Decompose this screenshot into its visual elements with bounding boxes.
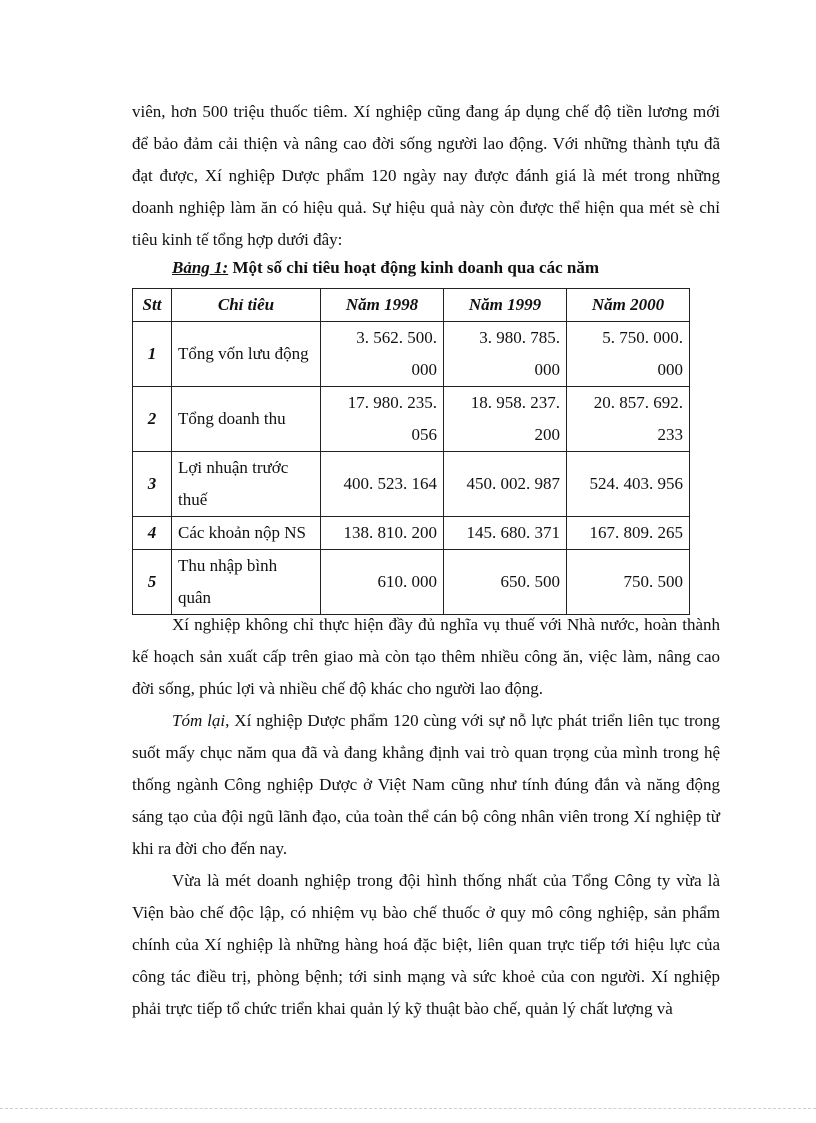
cell-value-1999: 18. 958. 237. 200 <box>444 387 567 452</box>
header-year-1999: Năm 1999 <box>444 289 567 322</box>
cell-value-2000: 750. 500 <box>567 550 690 615</box>
cell-value-1999: 650. 500 <box>444 550 567 615</box>
cell-value-1998: 17. 980. 235. 056 <box>321 387 444 452</box>
table-row <box>133 387 690 452</box>
cell-stt: 2 <box>133 387 172 452</box>
cell-stt: 3 <box>133 452 172 517</box>
paragraph-summary <box>132 705 720 865</box>
table-caption-label: Bảng 1: <box>172 258 229 277</box>
cell-value-1999: 450. 002. 987 <box>444 452 567 517</box>
paragraph-obligations: Xí nghiệp không chỉ thực hiện đầy đủ nghĩa vụ thuế với Nhà nước, hoàn thành kế hoạch sản xuất cấp trên giao mà còn tạo thêm nhiều công ăn, việc làm, nâng cao đời sống, phúc lợi và nhiều chế độ khác cho người lao động. <box>132 615 720 698</box>
paragraph-role: Vừa là mét doanh nghiệp trong đội hình thống nhất của Tổng Công ty vừa là Viện bào chế độc lập, có nhiệm vụ bào chế thuốc ở quy mô công nghiệp, sản phẩm chính của Xí nghiệp là những hàng hoá đặc biệt, liên quan trực tiếp tới hiệu lực của công tác điều trị, phòng bệnh; tới sinh mạng và sức khoẻ của con người. Xí nghiệp phải trực tiếp tổ chức triển khai quản lý kỹ thuật bào chế, quản lý chất lượng và <box>132 871 720 1018</box>
table-row <box>133 322 690 387</box>
cell-value-2000: 167. 809. 265 <box>567 517 690 550</box>
cell-value-1999: 145. 680. 371 <box>444 517 567 550</box>
cell-value-2000: 5. 750. 000. 000 <box>567 322 690 387</box>
cell-indicator: Tổng doanh thu <box>172 387 321 452</box>
page-bottom-divider <box>0 1108 816 1109</box>
summary-text: , Xí nghiệp Dược phẩm 120 cùng với sự nỗ lực phát triển liên tục trong suốt mấy chục năm qua đã và đang khẳng định vai trò quan trọng của mình trong hệ thống ngành Công nghiệp Dược ở Việt Nam cũng như tính đúng đắn và năng động sáng tạo của đội ngũ lãnh đạo, của toàn thể cán bộ công nhân viên trong Xí nghiệp từ khi ra đời cho đến nay. <box>132 711 720 858</box>
table-row <box>133 452 690 517</box>
cell-indicator: Tổng vốn lưu động <box>172 322 321 387</box>
cell-value-2000: 524. 403. 956 <box>567 452 690 517</box>
cell-value-1998: 138. 810. 200 <box>321 517 444 550</box>
cell-stt: 4 <box>133 517 172 550</box>
header-indicator: Chỉ tiêu <box>172 289 321 322</box>
cell-indicator: Các khoản nộp NS <box>172 517 321 550</box>
cell-stt: 5 <box>133 550 172 615</box>
header-year-1998: Năm 1998 <box>321 289 444 322</box>
table-row <box>133 550 690 615</box>
header-year-2000: Năm 2000 <box>567 289 690 322</box>
cell-value-1998: 610. 000 <box>321 550 444 615</box>
cell-value-2000: 20. 857. 692. 233 <box>567 387 690 452</box>
cell-indicator: Thu nhập bình quân <box>172 550 321 615</box>
table-caption <box>172 258 599 278</box>
table-row <box>133 517 690 550</box>
cell-value-1998: 3. 562. 500. 000 <box>321 322 444 387</box>
cell-value-1998: 400. 523. 164 <box>321 452 444 517</box>
summary-lead: Tóm lại <box>172 711 226 730</box>
table-caption-text: Một số chỉ tiêu hoạt động kinh doanh qua các năm <box>228 258 599 277</box>
paragraph-intro: viên, hơn 500 triệu thuốc tiêm. Xí nghiệp cũng đang áp dụng chế độ tiền lương mới để bảo đảm cải thiện và nâng cao đời sống người lao động. Với những thành tựu đã đạt được, Xí nghiệp Dược phẩm 120 ngày nay được đánh giá là mét trong những doanh nghiệp làm ăn có hiệu quả. Sự hiệu quả này còn được thể hiện qua mét sè chỉ tiêu kinh tế tổng hợp dưới đây: <box>132 102 720 249</box>
cell-value-1999: 3. 980. 785. 000 <box>444 322 567 387</box>
cell-indicator: Lợi nhuận trước thuế <box>172 452 321 517</box>
header-stt: Stt <box>133 289 172 322</box>
table-header-row <box>133 289 690 322</box>
cell-stt: 1 <box>133 322 172 387</box>
indicators-table <box>132 288 690 615</box>
